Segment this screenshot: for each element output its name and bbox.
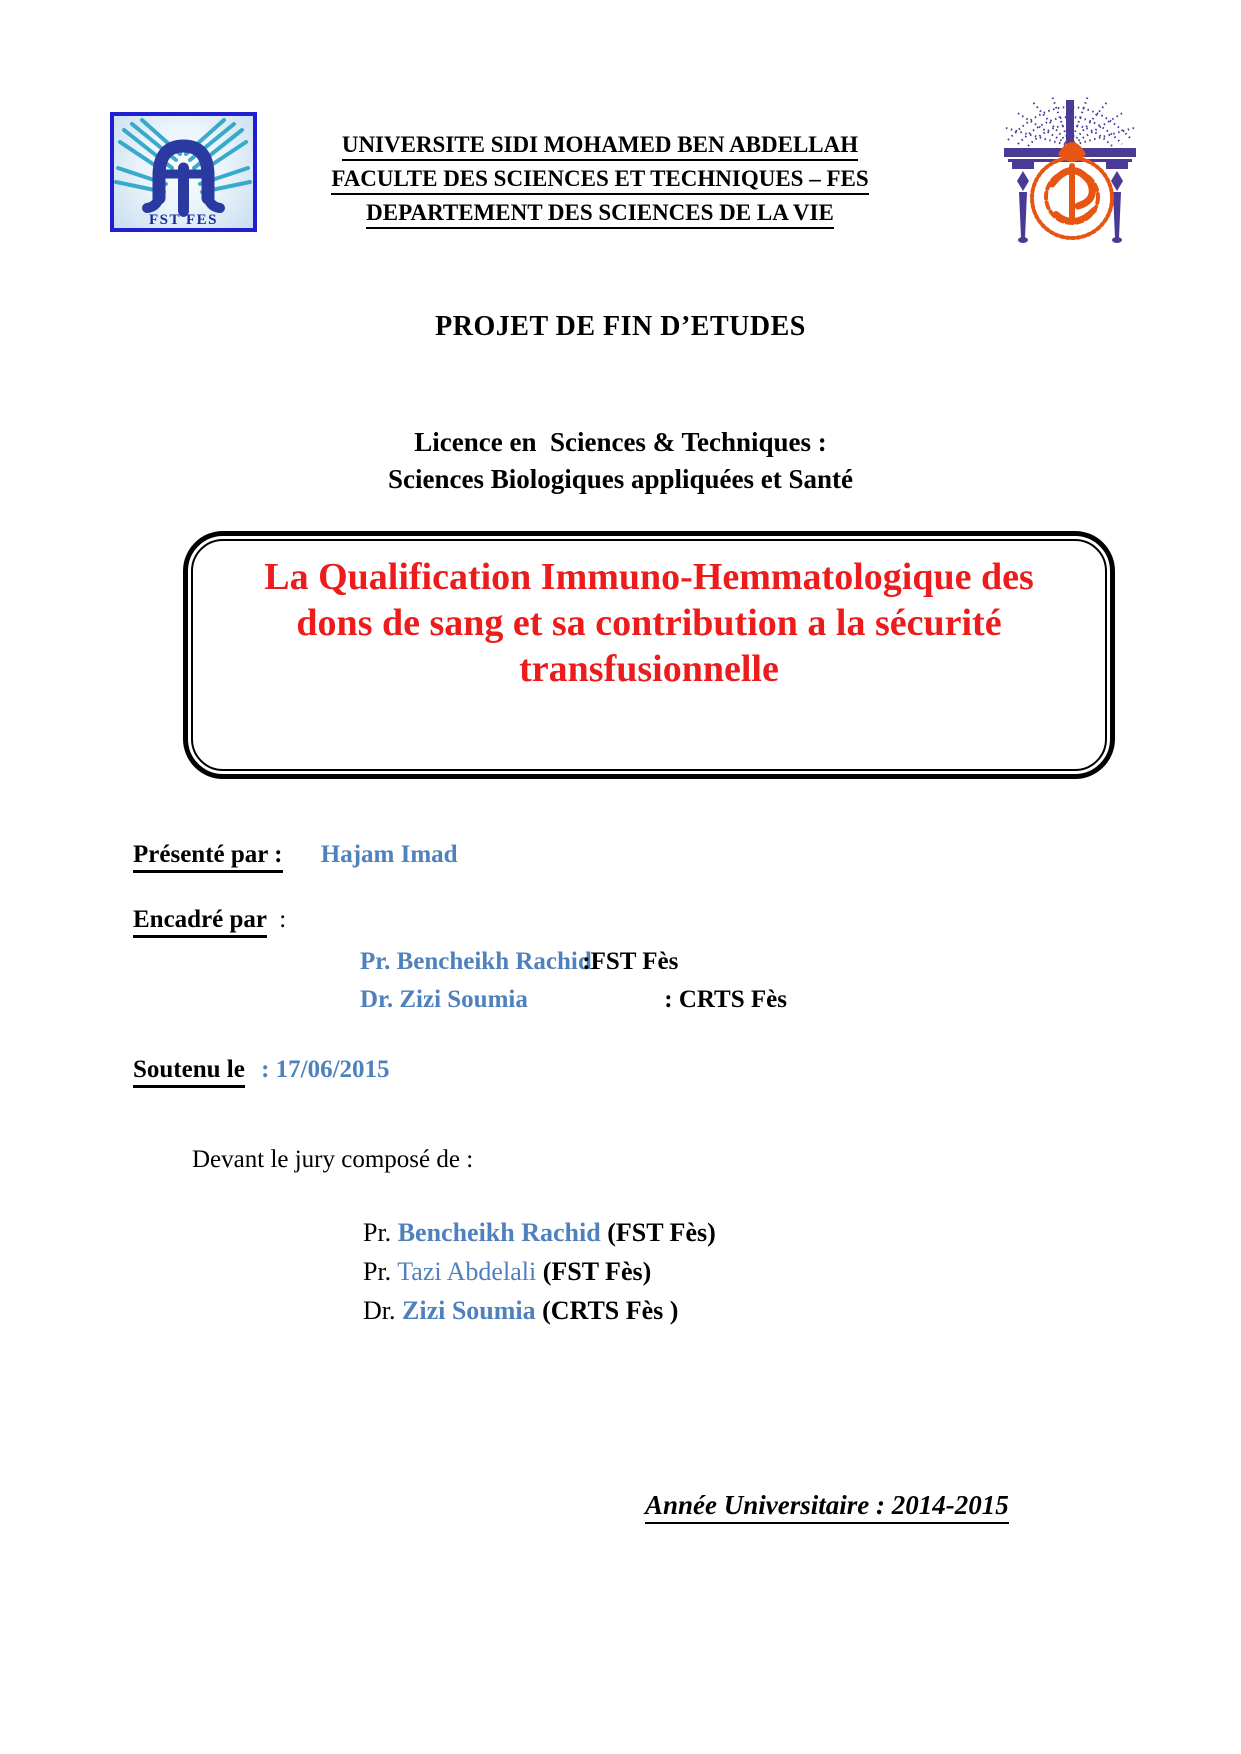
supervised-by-label: Encadré par	[133, 906, 267, 938]
svg-text:FST FES: FST FES	[149, 212, 218, 228]
thesis-title-box-inner	[191, 539, 1107, 771]
institution-line	[270, 131, 930, 161]
thesis-title-line-1: La Qualification Immuno-Hemmatologique des	[264, 556, 1034, 598]
thesis-title	[193, 554, 1105, 692]
project-heading: PROJET DE FIN D’ETUDES	[435, 311, 806, 342]
academic-year	[645, 1490, 1009, 1524]
jury-member-affiliation: (FST Fès)	[607, 1218, 716, 1247]
degree-line-2: Sciences Biologiques appliquées et Santé	[387, 464, 854, 494]
supervisor-row	[360, 986, 787, 1024]
academic-year-text: Année Universitaire : 2014-2015	[645, 1490, 1009, 1524]
presented-by	[133, 841, 458, 873]
jury-member-title: Dr.	[363, 1296, 396, 1325]
thesis-title-line-2: dons de sang et sa contribution a la sécurité	[296, 602, 1002, 644]
fst-fes-logo	[110, 112, 257, 232]
thesis-title-line-3: transfusionnelle	[519, 648, 779, 690]
jury-row	[363, 1252, 716, 1291]
supervised-by	[133, 906, 286, 938]
defense-date-label: Soutenu le	[133, 1056, 245, 1088]
jury-list	[363, 1213, 716, 1330]
university-emblem	[1000, 96, 1140, 246]
presented-by-name: Hajam Imad	[320, 841, 458, 868]
jury-member-affiliation: (CRTS Fès )	[542, 1296, 679, 1325]
jury-member-title: Pr.	[363, 1218, 392, 1247]
degree-line-1: Licence en Sciences & Techniques :	[414, 427, 827, 457]
supervisor-affiliation: :FST Fès	[582, 948, 679, 975]
degree-subtitle	[0, 424, 1241, 498]
jury-member-title: Pr.	[363, 1257, 392, 1286]
institution-header	[270, 131, 930, 233]
institution-line	[270, 165, 930, 195]
defense-date	[133, 1056, 390, 1088]
supervisor-affiliation: : CRTS Fès	[664, 986, 787, 1013]
institution-line	[270, 199, 930, 229]
defense-date-value: : 17/06/2015	[261, 1056, 390, 1083]
university-emblem-icon	[1000, 96, 1140, 246]
fst-fes-logo-icon	[114, 116, 253, 228]
jury-member-name: Bencheikh Rachid	[397, 1218, 601, 1247]
supervisor-name: Pr. Bencheikh Rachid	[360, 948, 592, 975]
jury-member-name: Zizi Soumia	[402, 1296, 536, 1325]
supervisor-row	[360, 948, 787, 986]
jury-row	[363, 1213, 716, 1252]
jury-member-affiliation: (FST Fès)	[542, 1257, 652, 1286]
jury-row	[363, 1291, 716, 1330]
institution-line-text: FACULTE DES SCIENCES ET TECHNIQUES – FES	[331, 165, 868, 195]
jury-heading: Devant le jury composé de :	[192, 1146, 474, 1173]
supervisor-list	[360, 948, 787, 1024]
supervised-by-colon: :	[279, 906, 287, 933]
institution-line-text: UNIVERSITE SIDI MOHAMED BEN ABDELLAH	[342, 131, 858, 161]
jury-member-name: Tazi Abdelali	[397, 1257, 537, 1286]
supervisor-name: Dr. Zizi Soumia	[360, 986, 528, 1013]
presented-by-label: Présenté par :	[133, 841, 283, 873]
thesis-title-box	[183, 531, 1115, 779]
institution-line-text: DEPARTEMENT DES SCIENCES DE LA VIE	[366, 199, 834, 229]
